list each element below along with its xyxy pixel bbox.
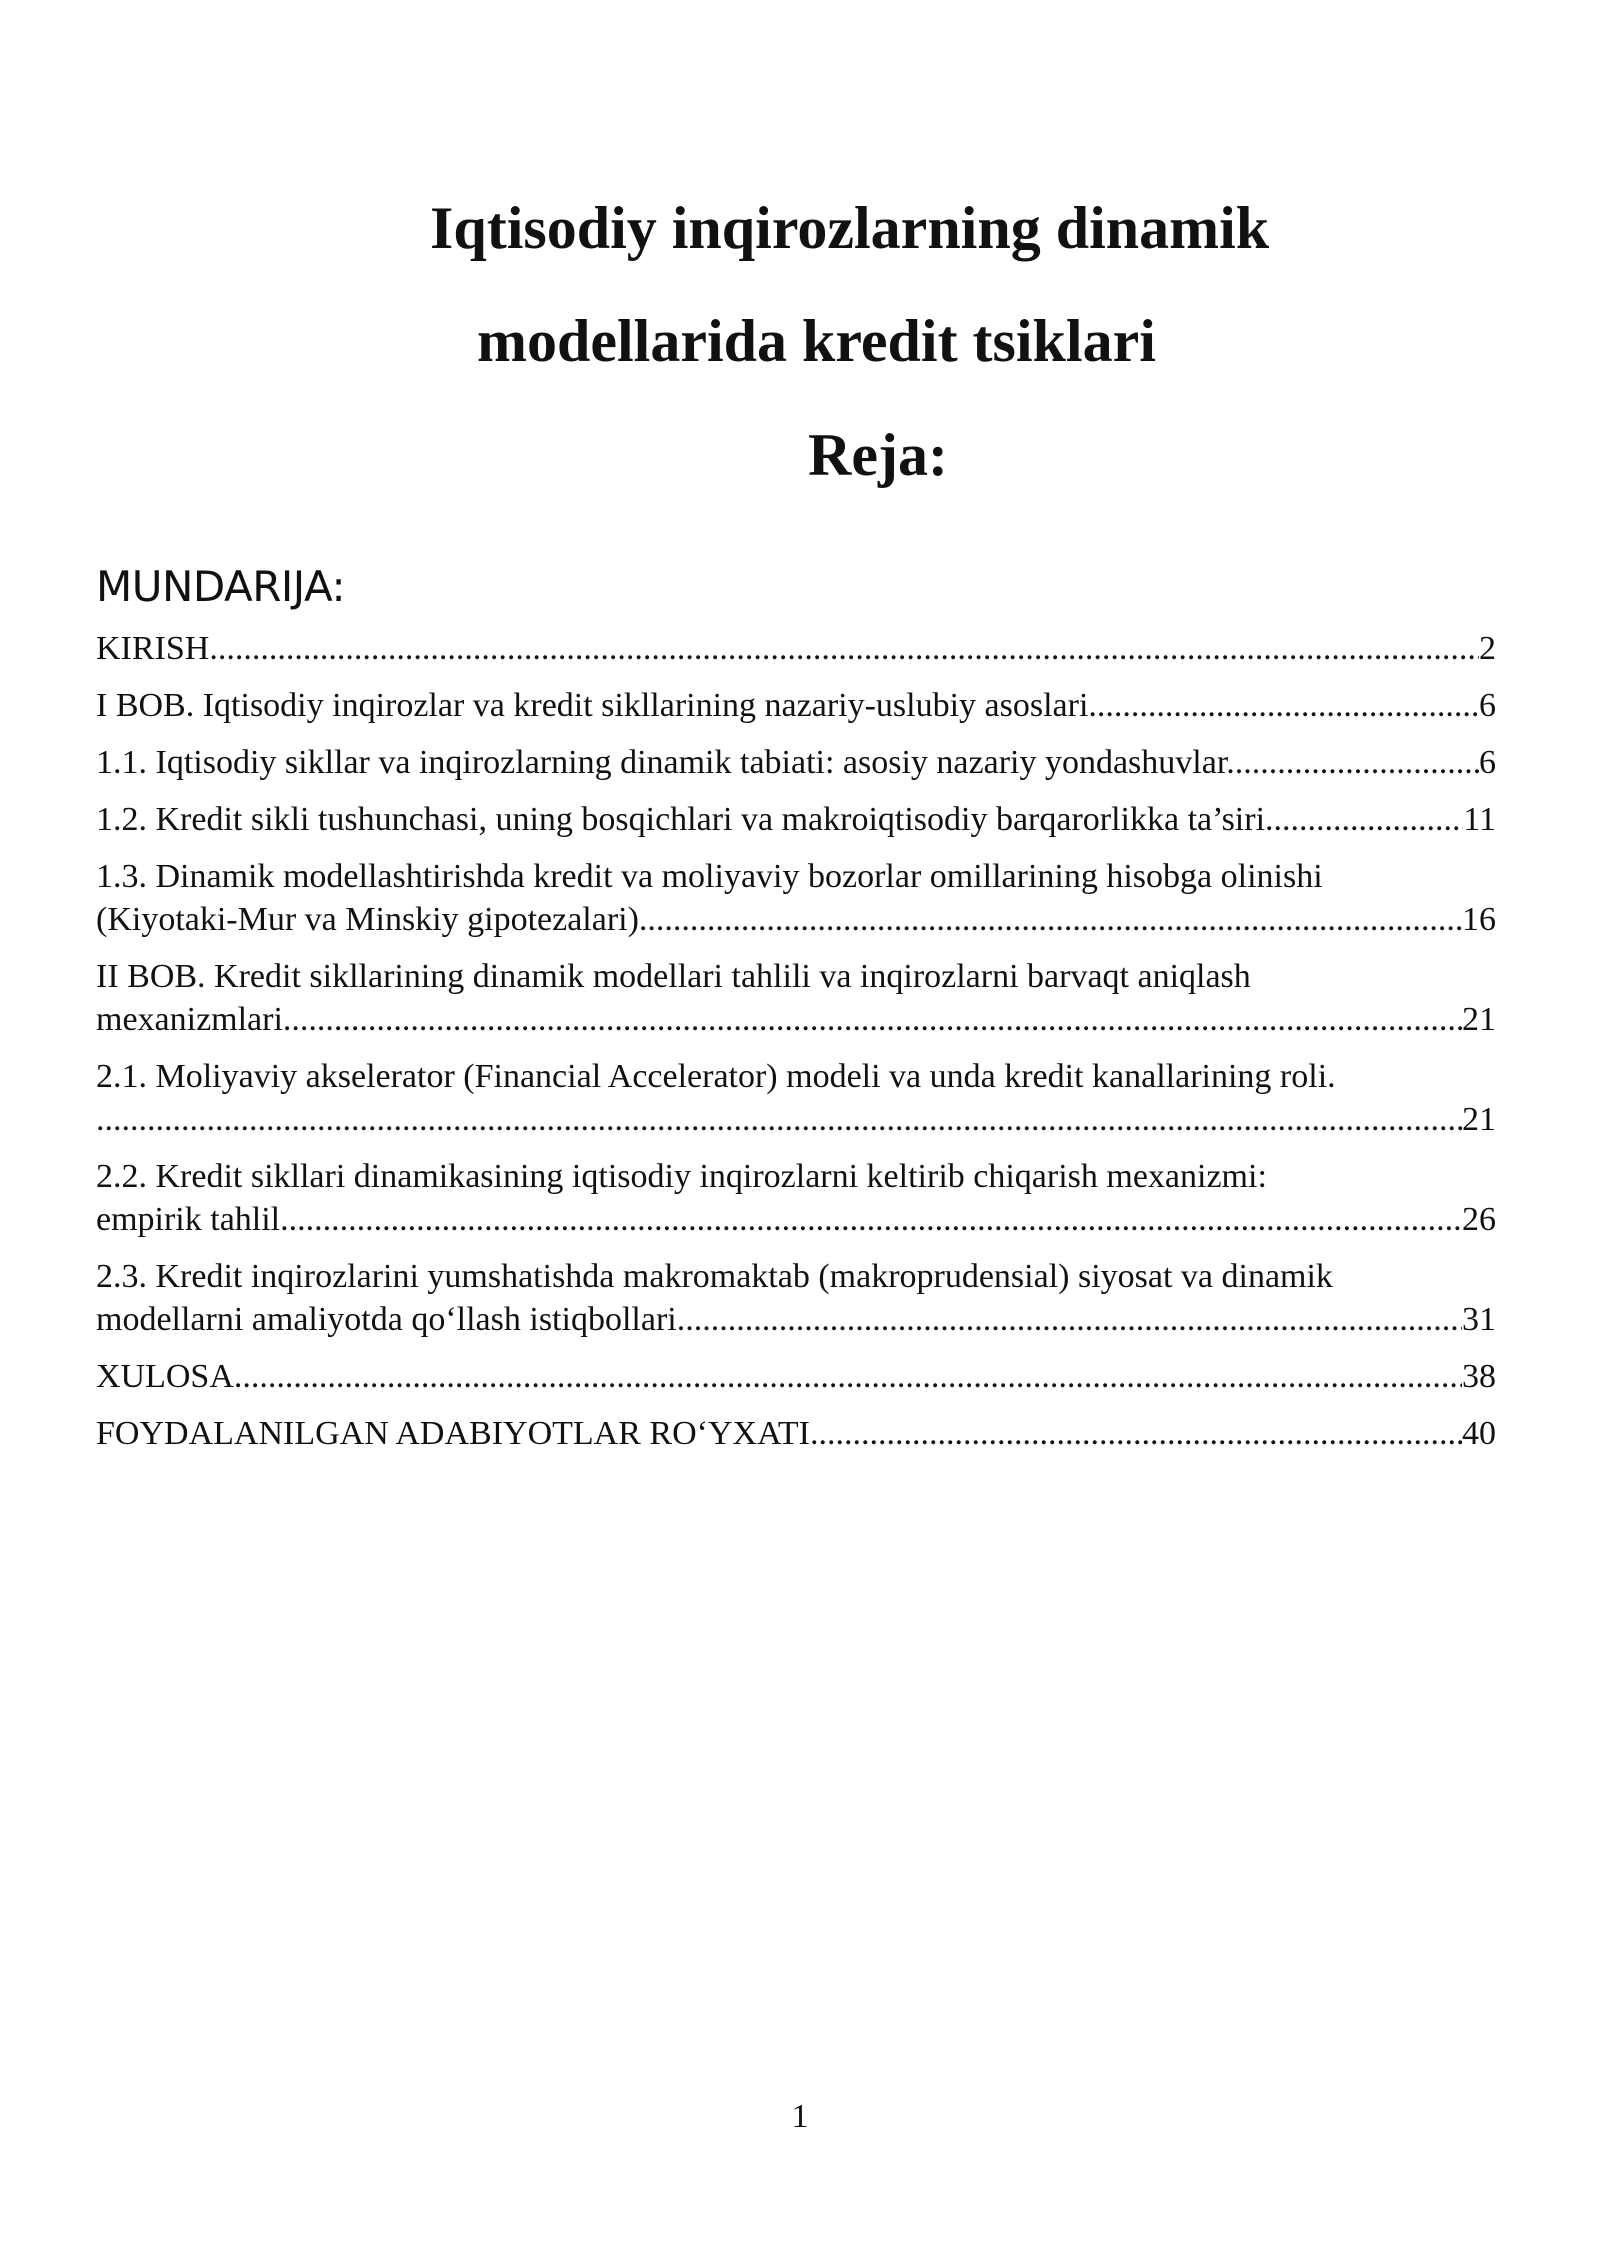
toc-entry-2-1[interactable] [96, 1055, 1496, 1141]
toc-entry-title: I BOB. Iqtisodiy inqirozlar va kredit sikllarining nazariy-uslubiy asoslari [96, 687, 1089, 724]
toc-entry-2-2[interactable] [96, 1155, 1496, 1241]
toc-entry-1-1[interactable] [96, 741, 1496, 784]
dot-leader [1088, 684, 1479, 727]
toc-entry-lead: II BOB. Kredit sikllarining dinamik modellari tahlili va inqirozlarni barvaqt aniqlash [96, 958, 1251, 995]
toc-entry-page: 16 [1462, 901, 1496, 938]
toc-entry-kirish[interactable] [96, 627, 1496, 670]
dot-leader [810, 1412, 1462, 1455]
page-number: 1 [791, 2098, 809, 2135]
toc-entry-lead: 2.1. Moliyaviy akselerator (Financial Accelerator) modeli va unda kredit kanallarining roli. [96, 1058, 1336, 1095]
toc-entry-page: 21 [1462, 1101, 1496, 1138]
dot-leader [1265, 798, 1463, 841]
toc-entry-title: (Kiyotaki-Mur va Minskiy gipotezalari) [96, 901, 639, 938]
dot-leader [234, 1355, 1462, 1398]
dot-leader [96, 1098, 1462, 1141]
toc-entry-page: 11 [1463, 801, 1496, 838]
toc-entry-title: XULOSA [96, 1358, 234, 1395]
toc-entry-xulosa[interactable] [96, 1355, 1496, 1398]
dot-leader [677, 1298, 1462, 1341]
toc-entry-lead: 2.3. Kredit inqirozlarini yumshatishda makromaktab (makroprudensial) siyosat va dinamik [96, 1258, 1333, 1295]
toc-entry-title: 1.1. Iqtisodiy sikllar va inqirozlarning dinamik tabiati: asosiy nazariy yondashuvlar. [96, 744, 1235, 781]
toc-entry-page: 38 [1462, 1358, 1496, 1395]
table-of-contents [96, 627, 1496, 1469]
toc-entry-title: KIRISH [96, 630, 210, 667]
toc-entry-chapter-1[interactable] [96, 684, 1496, 727]
toc-entry-page: 21 [1462, 1001, 1496, 1038]
dot-leader [1235, 741, 1479, 784]
toc-entry-title: empirik tahlil [96, 1201, 281, 1238]
toc-entry-title: mexanizmlari [96, 1001, 283, 1038]
table-of-contents-heading: MUNDARIJA: [96, 562, 346, 611]
toc-entry-bibliography[interactable] [96, 1412, 1496, 1455]
toc-entry-page: 31 [1462, 1301, 1496, 1338]
dot-leader [209, 627, 1479, 670]
toc-entry-lead: 1.3. Dinamik modellashtirishda kredit va moliyaviy bozorlar omillarining hisobga olinishi [96, 858, 1323, 895]
toc-entry-1-2[interactable] [96, 798, 1496, 841]
toc-entry-1-3[interactable] [96, 855, 1496, 941]
toc-entry-title: 1.2. Kredit sikli tushunchasi, uning bosqichlari va makroiqtisodiy barqarorlikka ta’siri [96, 801, 1266, 838]
toc-entry-2-3[interactable] [96, 1255, 1496, 1341]
toc-entry-title: modellarni amaliyotda qo‘llash istiqbollari [96, 1301, 677, 1338]
document-title-line-1: Iqtisodiy inqirozlarning dinamik [430, 195, 1270, 261]
toc-entry-page: 2 [1479, 630, 1496, 667]
toc-entry-page: 6 [1479, 744, 1496, 781]
toc-entry-chapter-2[interactable] [96, 955, 1496, 1041]
dot-leader [639, 898, 1462, 941]
toc-entry-page: 40 [1462, 1415, 1496, 1452]
toc-entry-lead: 2.2. Kredit sikllari dinamikasining iqtisodiy inqirozlarni keltirib chiqarish mexanizmi: [96, 1158, 1267, 1195]
dot-leader [283, 998, 1462, 1041]
toc-entry-page: 26 [1462, 1201, 1496, 1238]
document-title-line-2: modellarida kredit tsiklari [477, 308, 1156, 374]
toc-entry-title: FOYDALANILGAN ADABIYOTLAR RO‘YXATI [96, 1415, 810, 1452]
plan-heading: Reja: [808, 422, 948, 488]
dot-leader [280, 1198, 1462, 1241]
toc-entry-page: 6 [1479, 687, 1496, 724]
